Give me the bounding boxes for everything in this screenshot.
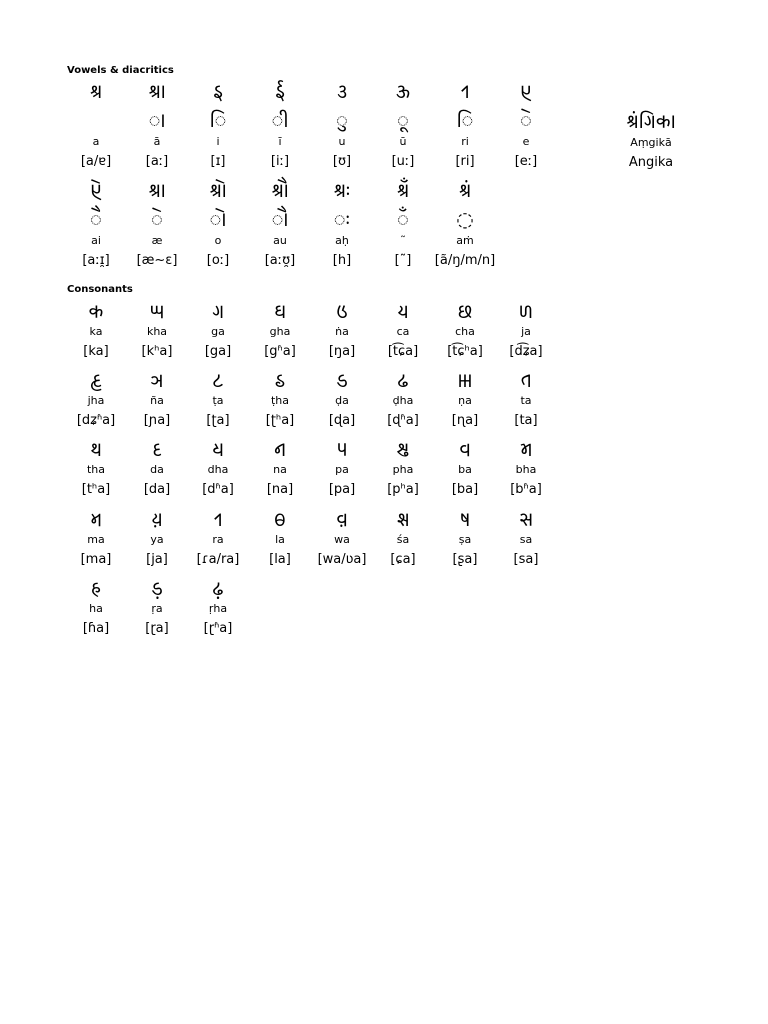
vowel-roman: ri bbox=[461, 135, 469, 148]
consonant-ipa: [ɳa] bbox=[451, 413, 479, 428]
vowel-roman: a bbox=[92, 135, 100, 148]
consonant-ipa: [ja] bbox=[146, 552, 168, 567]
consonant-glyph: 𑂤 bbox=[395, 437, 411, 461]
consonant-roman: tha bbox=[86, 463, 106, 476]
consonant-glyph: 𑂣 bbox=[336, 437, 348, 461]
consonant-glyph: 𑂦 bbox=[519, 437, 533, 461]
vowel-ipa: [æ~ɛ] bbox=[136, 253, 178, 268]
vowel-ipa: [uː] bbox=[391, 154, 415, 169]
vowel-roman: i bbox=[216, 135, 220, 148]
consonant-roman: gha bbox=[269, 325, 291, 338]
consonant-roman: ḍha bbox=[392, 394, 414, 407]
consonant-roman: ṭha bbox=[270, 394, 290, 407]
vowel-roman: aḥ bbox=[335, 234, 349, 247]
vowel-roman: e bbox=[522, 135, 530, 148]
consonant-ipa: [ɖa] bbox=[328, 413, 356, 428]
script-name-roman: Aṃgikā bbox=[630, 136, 672, 149]
consonant-roman: ṅa bbox=[335, 325, 349, 338]
consonant-ipa: [dʱa] bbox=[202, 482, 234, 497]
vowel-roman: ˜ bbox=[400, 234, 406, 247]
consonant-roman: ḍa bbox=[335, 394, 349, 407]
consonant-ipa: [d͡ʑa] bbox=[509, 344, 543, 359]
consonant-roman: sa bbox=[519, 533, 533, 546]
consonant-ipa: [t͡ɕa] bbox=[387, 344, 419, 359]
vowel-glyph: 𑂃𑂀 bbox=[396, 178, 410, 202]
consonant-ipa: [pʰa] bbox=[387, 482, 419, 497]
consonant-ipa: [ga] bbox=[204, 344, 232, 359]
vowel-glyph: 𑂋 bbox=[209, 178, 227, 202]
consonant-glyph: 𑂑 bbox=[335, 299, 349, 323]
vowel-sign: ◌ bbox=[456, 207, 474, 231]
vowel-ipa: [oː] bbox=[206, 253, 230, 268]
consonant-glyph: 𑂒 bbox=[397, 299, 409, 323]
consonant-glyph: 𑂫 bbox=[336, 507, 348, 531]
consonant-glyph: 𑂩 bbox=[213, 507, 223, 531]
consonant-ipa: [ɦa] bbox=[82, 621, 110, 636]
consonant-roman: pha bbox=[392, 463, 414, 476]
vowels-heading: Vowels & diacritics bbox=[67, 65, 174, 76]
vowel-glyph: 𑂩 bbox=[460, 79, 470, 103]
vowel-sign: ◌𑂵 bbox=[151, 207, 163, 231]
consonant-ipa: [t͡ɕʰa] bbox=[447, 344, 483, 359]
consonant-roman: cha bbox=[455, 325, 475, 338]
vowel-roman: ā bbox=[153, 135, 161, 148]
consonant-glyph: 𑂪 bbox=[274, 507, 286, 531]
consonant-ipa: [ka] bbox=[83, 344, 109, 359]
vowel-ipa: [aːɪ̯] bbox=[82, 253, 110, 268]
consonant-glyph: 𑂕 bbox=[90, 368, 102, 392]
consonant-ipa: [ɾa/ra] bbox=[196, 552, 240, 567]
consonant-roman: ja bbox=[521, 325, 531, 338]
consonant-roman: ba bbox=[458, 463, 472, 476]
consonant-roman: ṛha bbox=[208, 602, 228, 615]
consonant-ipa: [ʂa] bbox=[452, 552, 478, 567]
vowel-glyph: 𑂉 bbox=[520, 79, 532, 103]
consonant-roman: na bbox=[273, 463, 287, 476]
vowel-sign: ◌𑂲 bbox=[271, 108, 289, 132]
vowel-sign: ◌𑂶 bbox=[90, 207, 102, 231]
vowel-sign: ◌𑂱 bbox=[456, 108, 474, 132]
vowel-ipa: [˜] bbox=[394, 253, 412, 268]
vowel-glyph: 𑂌 bbox=[271, 178, 289, 202]
consonant-ipa: [ɕa] bbox=[390, 552, 416, 567]
vowel-ipa: [ã/ŋ/m/n] bbox=[434, 253, 496, 268]
consonant-glyph: 𑂨 bbox=[151, 507, 163, 531]
consonant-ipa: [kʰa] bbox=[141, 344, 173, 359]
consonant-glyph: 𑂯 bbox=[90, 576, 102, 600]
consonant-roman: jha bbox=[87, 394, 105, 407]
consonant-roman: śa bbox=[396, 533, 410, 546]
consonant-glyph: 𑂟 bbox=[90, 437, 102, 461]
consonant-ipa: [ba] bbox=[451, 482, 479, 497]
vowel-glyph: 𑂃 bbox=[89, 79, 103, 103]
consonant-glyph: 𑂠 bbox=[152, 437, 162, 461]
vowel-ipa: [aːʊ̯] bbox=[264, 253, 296, 268]
consonant-ipa: [ɖʱa] bbox=[387, 413, 419, 428]
script-name-word: Angika bbox=[628, 155, 674, 170]
vowel-sign: ◌𑂷 bbox=[209, 207, 227, 231]
consonant-roman: pa bbox=[335, 463, 349, 476]
consonant-roman: ta bbox=[520, 394, 532, 407]
consonant-glyph: 𑂢 bbox=[273, 437, 287, 461]
consonant-ipa: [tʰa] bbox=[81, 482, 111, 497]
consonant-ipa: [ɲa] bbox=[143, 413, 171, 428]
consonant-ipa: [dʑʱa] bbox=[76, 413, 116, 428]
vowel-glyph: 𑂇 bbox=[336, 79, 348, 103]
vowel-glyph: 𑂃𑂁 bbox=[458, 178, 472, 202]
consonant-ipa: [la] bbox=[269, 552, 291, 567]
vowel-glyph: 𑂅 bbox=[212, 79, 224, 103]
vowel-roman: au bbox=[273, 234, 287, 247]
consonant-glyph: 𑂜𑂺 bbox=[212, 576, 224, 600]
consonant-glyph: 𑂓 bbox=[457, 299, 473, 323]
vowel-roman: æ bbox=[151, 234, 163, 247]
consonant-glyph: 𑂚𑂺 bbox=[151, 576, 163, 600]
vowel-ipa: [ʊ] bbox=[332, 154, 352, 169]
consonant-roman: la bbox=[275, 533, 285, 546]
consonant-ipa: [ta] bbox=[514, 413, 538, 428]
consonant-glyph: 𑂎 bbox=[149, 299, 165, 323]
consonant-glyph: 𑂮 bbox=[518, 507, 534, 531]
vowel-roman: ai bbox=[91, 234, 101, 247]
consonant-glyph: 𑂗 bbox=[212, 368, 224, 392]
consonant-ipa: [ʈʰa] bbox=[265, 413, 295, 428]
consonant-roman: ha bbox=[89, 602, 103, 615]
consonant-ipa: [na] bbox=[266, 482, 294, 497]
consonant-glyph: 𑂞 bbox=[520, 368, 532, 392]
consonant-roman: ma bbox=[87, 533, 105, 546]
consonant-glyph: 𑂖 bbox=[150, 368, 164, 392]
consonant-glyph: 𑂥 bbox=[459, 437, 471, 461]
vowel-ipa: [aː] bbox=[145, 154, 169, 169]
consonant-ipa: [ma] bbox=[80, 552, 112, 567]
consonant-roman: ra bbox=[212, 533, 224, 546]
vowel-ipa: [ri] bbox=[455, 154, 475, 169]
consonant-ipa: [da] bbox=[143, 482, 171, 497]
consonant-ipa: [pa] bbox=[328, 482, 356, 497]
vowel-ipa: [h] bbox=[332, 253, 352, 268]
vowel-roman: aṁ bbox=[456, 234, 474, 247]
consonant-ipa: [sa] bbox=[513, 552, 539, 567]
vowel-roman: o bbox=[214, 234, 222, 247]
vowel-glyph: 𑂆 bbox=[274, 79, 286, 103]
consonant-ipa: [wa/ʋa] bbox=[317, 552, 367, 567]
consonant-ipa: [ɽʱa] bbox=[203, 621, 233, 636]
consonant-glyph: 𑂧 bbox=[90, 507, 102, 531]
consonant-roman: ka bbox=[89, 325, 103, 338]
vowel-ipa: [iː] bbox=[270, 154, 290, 169]
vowel-ipa: [eː] bbox=[514, 154, 538, 169]
vowel-ipa: [a/ɐ] bbox=[80, 154, 112, 169]
consonant-roman: ṇa bbox=[458, 394, 472, 407]
vowel-ipa: [ɪ] bbox=[210, 154, 226, 169]
consonant-ipa: [ŋa] bbox=[328, 344, 356, 359]
consonant-roman: ga bbox=[211, 325, 225, 338]
vowel-sign: ◌𑂵 bbox=[520, 108, 532, 132]
vowel-sign: ◌𑂰 bbox=[148, 108, 166, 132]
consonant-roman: dha bbox=[207, 463, 229, 476]
consonant-ipa: [ʈa] bbox=[206, 413, 230, 428]
vowel-sign: ◌𑂱 bbox=[209, 108, 227, 132]
vowel-roman: ī bbox=[278, 135, 282, 148]
consonant-glyph: 𑂭 bbox=[459, 507, 471, 531]
consonant-glyph: 𑂛 bbox=[397, 368, 409, 392]
vowel-glyph: 𑂄 bbox=[148, 79, 166, 103]
vowel-sign: ◌𑂴 bbox=[397, 108, 409, 132]
vowel-sign: ◌𑂀 bbox=[397, 207, 409, 231]
consonant-roman: ya bbox=[150, 533, 164, 546]
consonants-heading: Consonants bbox=[67, 284, 133, 295]
vowel-roman: ū bbox=[399, 135, 407, 148]
consonant-glyph: 𑂏 bbox=[211, 299, 225, 323]
consonant-roman: ca bbox=[396, 325, 410, 338]
consonant-roman: ṛa bbox=[151, 602, 163, 615]
consonant-glyph: 𑂔 bbox=[519, 299, 533, 323]
consonant-glyph: 𑂝 bbox=[457, 368, 473, 392]
consonant-roman: da bbox=[150, 463, 164, 476]
vowel-glyph: 𑂈 bbox=[395, 79, 411, 103]
consonant-roman: wa bbox=[334, 533, 350, 546]
consonant-glyph: 𑂬 bbox=[396, 507, 410, 531]
consonant-glyph: 𑂐 bbox=[273, 299, 287, 323]
vowel-glyph: 𑂊 bbox=[90, 178, 102, 202]
consonant-roman: ña bbox=[150, 394, 164, 407]
consonant-glyph: 𑂘 bbox=[274, 368, 286, 392]
vowel-sign: ◌𑂂 bbox=[333, 207, 351, 231]
consonant-glyph: 𑂙 bbox=[336, 368, 348, 392]
vowel-glyph: 𑂃𑂂 bbox=[333, 178, 351, 202]
consonant-roman: kha bbox=[146, 325, 168, 338]
consonant-roman: bha bbox=[515, 463, 537, 476]
consonant-glyph: 𑂡 bbox=[212, 437, 224, 461]
consonant-ipa: [bʱa] bbox=[510, 482, 542, 497]
vowel-roman: u bbox=[338, 135, 346, 148]
consonant-roman: ṭa bbox=[212, 394, 224, 407]
consonant-ipa: [gʱa] bbox=[264, 344, 296, 359]
consonant-roman: ṣa bbox=[458, 533, 472, 546]
consonant-ipa: [ɽa] bbox=[145, 621, 169, 636]
vowel-sign: ◌𑂳 bbox=[336, 108, 348, 132]
script-name-glyph: 𑂃𑂁𑂏𑂱𑂍𑂰 bbox=[626, 109, 676, 133]
vowel-sign: ◌𑂸 bbox=[271, 207, 289, 231]
consonant-glyph: 𑂍 bbox=[88, 299, 104, 323]
vowel-glyph: 𑂄 bbox=[148, 178, 166, 202]
